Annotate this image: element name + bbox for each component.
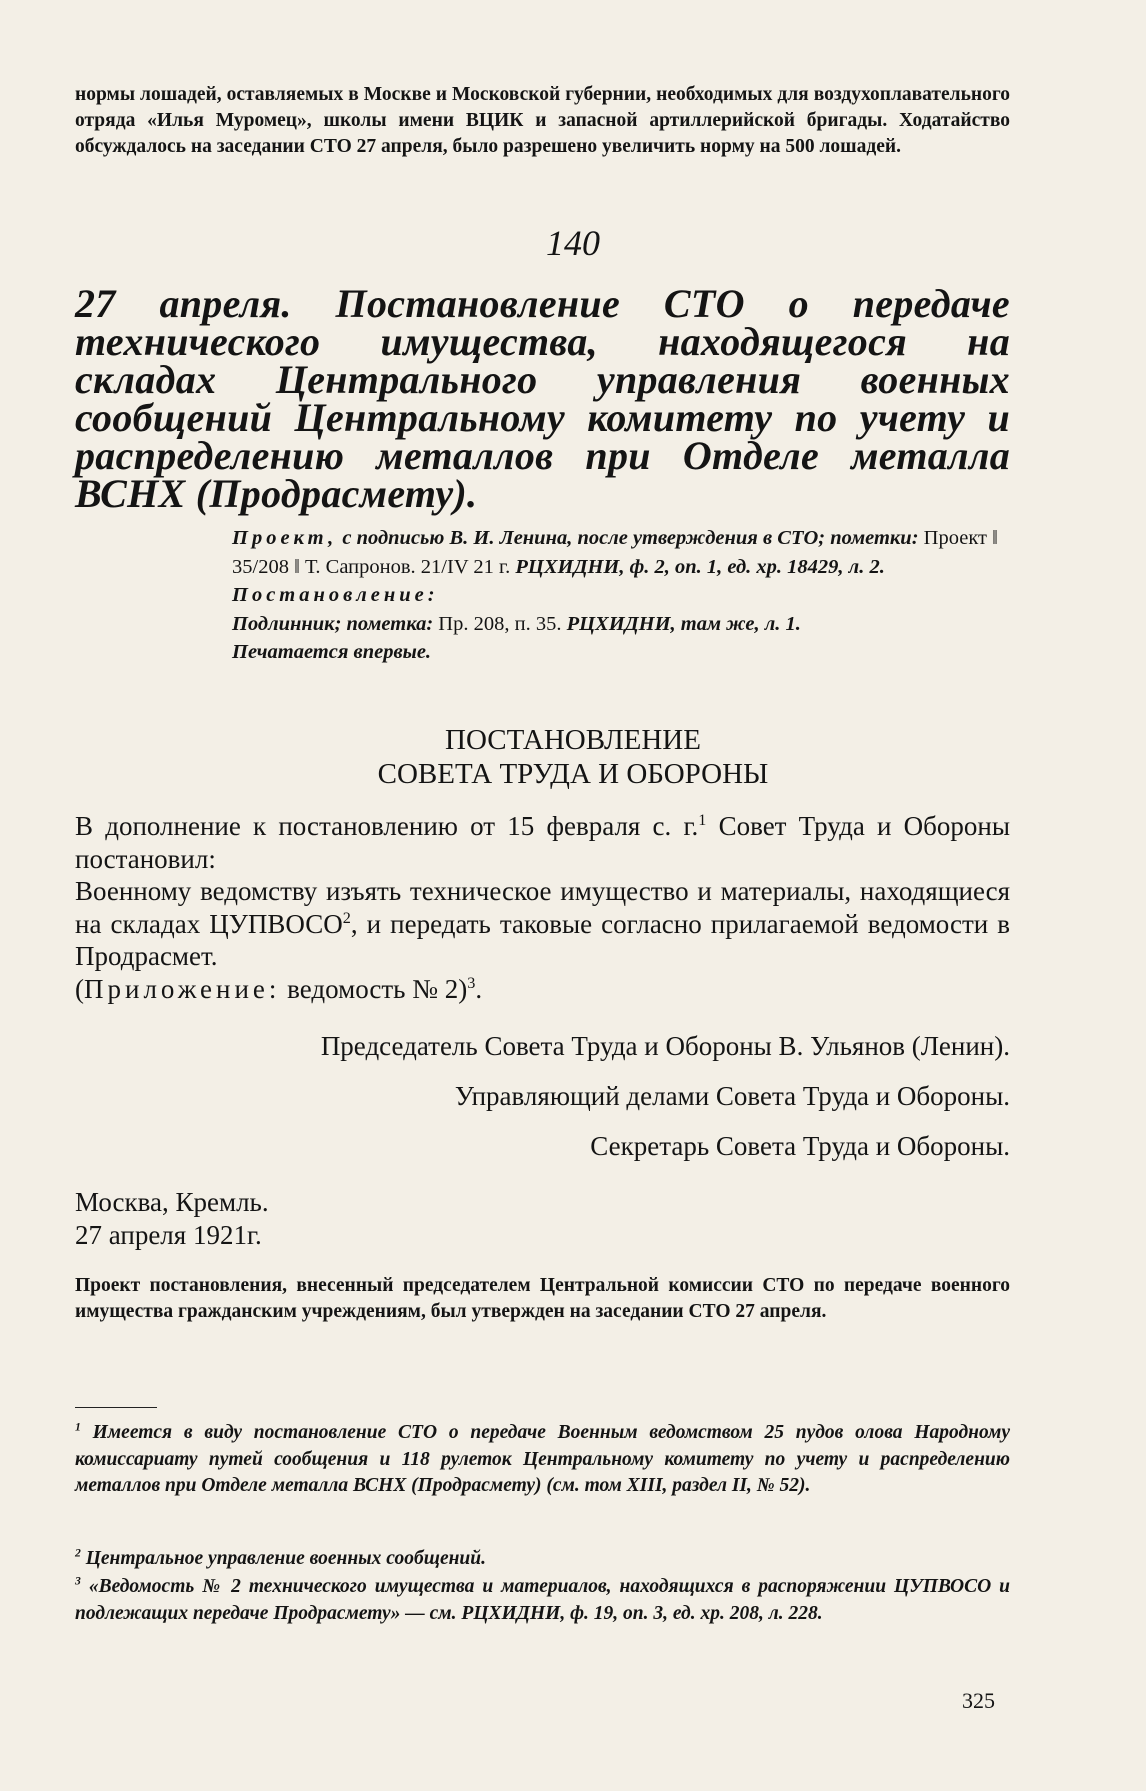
source-line-2 — [232, 581, 1010, 610]
editorial-note: Проект постановления, внесенный председателем Центральной комиссии СТО по передаче военного имущества гражданским учреждениям, был утвержден на заседании СТО 27 апреля. — [75, 1275, 1010, 1322]
decree-paragraph-3: (Приложение: ведомость № 2)$^3$. — [75, 973, 483, 1004]
source-line-4 — [232, 638, 1010, 667]
decree-body — [75, 810, 1010, 1005]
source-line-1 — [232, 524, 1010, 581]
signature-manager: Управляющий делами Совета Труда и Обороны. — [454, 1081, 1010, 1111]
footnote-3-num: 3 — [75, 1574, 81, 1588]
source-first-print: Печатается впервые. — [232, 641, 432, 663]
source-project-desc: с подписью В. И. Ленина, после утверждения в СТО; пометки: — [342, 527, 919, 549]
footnote-ref-1: 1 — [698, 811, 707, 829]
footnote-3 — [75, 1574, 1010, 1627]
footnote-1-text: Имеется в виду постановление СТО о передаче Военным ведомством 25 пудов олова Народному комиссариату путей сообщения и 118 рулеток Центральному комитету по учету и распределению металлов при Отделе металла ВСНХ (Продрасмету) (см. том XIII, раздел II, № 52). — [75, 1422, 1010, 1496]
decree-paragraph-1 — [75, 810, 1010, 875]
top-paragraph: нормы лошадей, оставляемых в Москве и Московской губернии, необходимых для воздухоплавательного отряда «Илья Муромец», школы имени ВЦИК и запасной артиллерийской бригады. Ходатайство обсуждалось на заседании СТО 27 апреля, было разрешено увеличить норму на 500 лошадей. — [75, 84, 1010, 157]
date: 27 апреля 1921г. — [75, 1220, 262, 1250]
source-original-desc: Подлинник; пометка: — [232, 612, 434, 635]
page-number: 325 — [962, 1688, 995, 1713]
footnote-2 — [75, 1546, 1010, 1573]
signature-secretary: Секретарь Совета Труда и Обороны. — [590, 1131, 1010, 1161]
footnote-1-num: 1 — [75, 1420, 81, 1434]
source-project-archive: РЦХИДНИ, ф. 2, оп. 1, ед. хр. 18429, л. 2. — [515, 555, 885, 578]
decree-paragraph-2 — [75, 875, 1010, 973]
footnote-3-text: «Ведомость № 2 технического имущества и материалов, находящихся в распоряжении ЦУПВОСО и подлежащих передаче Продрасмету» — см. РЦХИДНИ, ф. 19, оп. 3, ед. хр. 208, л. 228. — [75, 1576, 1011, 1624]
p1-end: Совет Труда и Обороны постановил: — [75, 811, 1010, 874]
footnote-2-num: 2 — [75, 1546, 81, 1560]
footnote-divider — [75, 1407, 157, 1408]
appendix-label: Приложение: — [84, 973, 281, 1004]
source-decree-label: Постановление: — [232, 584, 439, 606]
footnote-2-text: Центральное управление военных сообщений. — [85, 1548, 486, 1569]
place: Москва, Кремль. — [75, 1187, 269, 1217]
footnote-ref-3: 3 — [467, 973, 476, 992]
document-number: 140 — [546, 223, 600, 263]
source-original-archive: РЦХИДНИ, там же, л. 1. — [566, 612, 801, 635]
signature-chair: Председатель Совета Труда и Обороны В. Ульянов (Ленин). — [320, 1031, 1010, 1061]
decree-heading-1: ПОСТАНОВЛЕНИЕ — [445, 724, 701, 756]
source-project-marks: Проект ‖ 35/208 ‖ Т. Сапронов. 21/IV 21 г. — [232, 527, 998, 578]
p2-end: , и передать таковые согласно прилагаемой ведомости в Продрасмет. — [75, 908, 1010, 971]
footnote-1 — [75, 1420, 1010, 1500]
document-title: 27 апреля. Постановление СТО о передаче технического имущества, находящегося на складах Центрального управления военных сообщений Центральному комитету по учету и распределению металлов при Отделе металла ВСНХ (Продрасмету). — [75, 281, 1010, 516]
source-original-marks: Пр. 208, п. 35. — [438, 612, 562, 635]
footnote-ref-2: 2 — [342, 908, 351, 927]
appendix-text: ведомость № 2) — [287, 973, 468, 1004]
source-description — [232, 524, 1010, 667]
p2-text: Военному ведомству изъять техническое имущество и материалы, находящиеся на складах ЦУПВОСО — [75, 876, 1010, 939]
decree-heading-2: СОВЕТА ТРУДА И ОБОРОНЫ — [377, 758, 769, 790]
source-line-3 — [232, 610, 1010, 639]
source-project-label: Проект, — [232, 527, 338, 549]
p1-text: В дополнение к постановлению от 15 февраля с. г. — [75, 811, 699, 841]
